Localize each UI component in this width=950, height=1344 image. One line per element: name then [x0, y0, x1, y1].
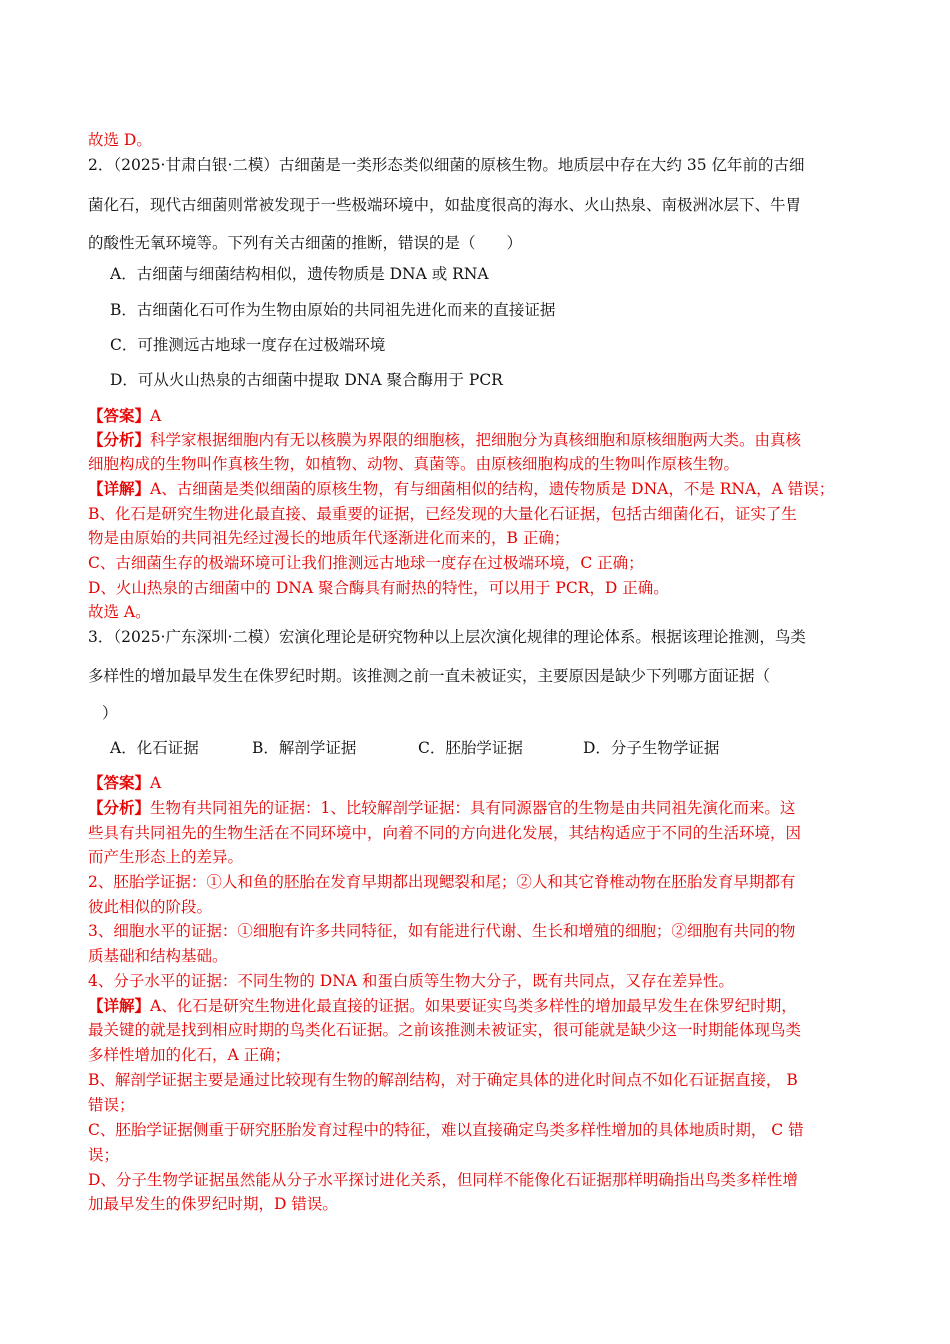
q2-detail-line-1	[88, 477, 878, 499]
q2-analysis-label: 【分析】	[88, 430, 151, 449]
q3-analysis-line-4: 2、胚胎学证据：①人和鱼的胚胎在发育早期都出现鳃裂和尾；②人和其它脊椎动物在胚胎发育早期都有	[88, 873, 796, 891]
q3-analysis-line-2: 些具有共同祖先的生物生活在不同环境中，向着不同的方向进化发展，其结构适应于不同的生活环境，因	[88, 824, 802, 842]
q2-answer-label: 【答案】	[88, 406, 151, 425]
q3-detail-line-6: C、胚胎学证据侧重于研究胚胎发育过程中的特征，难以直接确定鸟类多样性增加的具体地质时期， C 错	[88, 1121, 804, 1139]
q3-answer	[88, 771, 878, 793]
q2-detail-line-3: 物是由原始的共同祖先经过漫长的地质年代逐渐进化而来的，B 正确；	[88, 529, 570, 547]
q2-stem-line-1: 2．（2025·甘肃白银·二模）古细菌是一类形态类似细菌的原核生物。地质层中存在大约 35 亿年前的古细	[88, 156, 805, 174]
q2-option-c: C．可推测远古地球一度存在过极端环境	[110, 336, 386, 354]
q2-answer-value: A	[150, 407, 162, 425]
q2-detail-label: 【详解】	[88, 479, 151, 498]
q3-option-c: C．胚胎学证据	[418, 739, 523, 757]
q2-option-d: D．可从火山热泉的古细菌中提取 DNA 聚合酶用于 PCR	[110, 371, 503, 389]
q2-analysis-text: 科学家根据细胞内有无以核膜为界限的细胞核，把细胞分为真核细胞和原核细胞两大类。由真核	[150, 431, 802, 449]
q3-analysis-text: 生物有共同祖先的证据：1、比较解剖学证据：具有同源器官的生物是由共同祖先演化而来。这	[150, 799, 796, 817]
q3-analysis-line-6: 3、细胞水平的证据：①细胞有许多共同特征，如有能进行代谢、生长和增殖的细胞；②细胞有共同的物	[88, 922, 796, 940]
q2-option-b: B．古细菌化石可作为生物由原始的共同祖先进化而来的直接证据	[110, 301, 556, 319]
q3-detail-line-5: 错误；	[88, 1096, 135, 1114]
q3-analysis-line-8: 4、分子水平的证据：不同生物的 DNA 和蛋白质等生物大分子，既有共同点，又存在差异性。	[88, 972, 734, 990]
q3-detail-line-9: 加最早发生的侏罗纪时期，D 错误。	[88, 1195, 338, 1213]
q3-answer-value: A	[150, 774, 162, 792]
q3-analysis-line-7: 质基础和结构基础。	[88, 947, 228, 965]
q3-option-a: A．化石证据	[110, 739, 199, 757]
q3-detail-line-4: B、解剖学证据主要是通过比较现有生物的解剖结构，对于确定具体的进化时间点不如化石证据直接， B	[88, 1071, 798, 1089]
q3-analysis-line-5: 彼此相似的阶段。	[88, 898, 213, 916]
q2-analysis-line-1	[88, 428, 878, 450]
q3-option-b: B．解剖学证据	[252, 739, 357, 757]
q3-stem-line-2: 多样性的增加最早发生在侏罗纪时期。该推测之前一直未被证实，主要原因是缺少下列哪方面证据（	[88, 667, 771, 685]
q2-stem-line-3: 的酸性无氧环境等。下列有关古细菌的推断，错误的是（ ）	[88, 234, 523, 252]
q3-detail-label: 【详解】	[88, 996, 151, 1015]
q3-stem-line-3: ）	[102, 704, 118, 722]
q2-conclusion: 故选 A。	[88, 603, 151, 621]
q3-answer-label: 【答案】	[88, 773, 151, 792]
q3-detail-line-3: 多样性增加的化石，A 正确；	[88, 1046, 291, 1064]
q2-analysis-line-2: 细胞构成的生物叫作真核生物，如植物、动物、真菌等。由原核细胞构成的生物叫作原核生物。	[88, 455, 740, 473]
q2-detail-line-2: B、化石是研究生物进化最直接、最重要的证据，已经发现的大量化石证据，包括古细菌化石，证实了生	[88, 505, 797, 523]
q3-detail-line-1	[88, 994, 878, 1016]
q3-option-d: D．分子生物学证据	[583, 739, 720, 757]
q2-detail-line-4: C、古细菌生存的极端环境可让我们推测远古地球一度存在过极端环境，C 正确；	[88, 554, 644, 572]
q2-detail-text: A、古细菌是类似细菌的原核生物，有与细菌相似的结构，遗传物质是 DNA，不是 RNA，A 错误；	[150, 480, 835, 498]
q1-conclusion: 故选 D。	[88, 131, 152, 149]
q3-detail-text: A、化石是研究生物进化最直接的证据。如果要证实鸟类多样性的增加最早发生在侏罗纪时期，	[150, 997, 797, 1015]
q2-stem-line-2: 菌化石，现代古细菌则常被发现于一些极端环境中，如盐度很高的海水、火山热泉、南极洲冰层下、牛胃	[88, 196, 802, 214]
q3-analysis-line-1	[88, 796, 878, 818]
q3-detail-line-8: D、分子生物学证据虽然能从分子水平探讨进化关系，但同样不能像化石证据那样明确指出鸟类多样性增	[88, 1171, 798, 1189]
q3-detail-line-2: 最关键的就是找到相应时期的鸟类化石证据。之前该推测未被证实，很可能就是缺少这一时期能体现鸟类	[88, 1021, 802, 1039]
q3-stem-line-1: 3．（2025·广东深圳·二模）宏演化理论是研究物种以上层次演化规律的理论体系。根据该理论推测，鸟类	[88, 628, 806, 646]
q3-analysis-line-3: 而产生形态上的差异。	[88, 848, 244, 866]
q3-detail-line-7: 误；	[88, 1146, 120, 1164]
q2-detail-line-5: D、火山热泉的古细菌中的 DNA 聚合酶具有耐热的特性，可以用于 PCR，D 正确。	[88, 579, 669, 597]
q2-option-a: A．古细菌与细菌结构相似，遗传物质是 DNA 或 RNA	[110, 265, 489, 283]
q2-answer	[88, 404, 878, 426]
q3-analysis-label: 【分析】	[88, 798, 151, 817]
